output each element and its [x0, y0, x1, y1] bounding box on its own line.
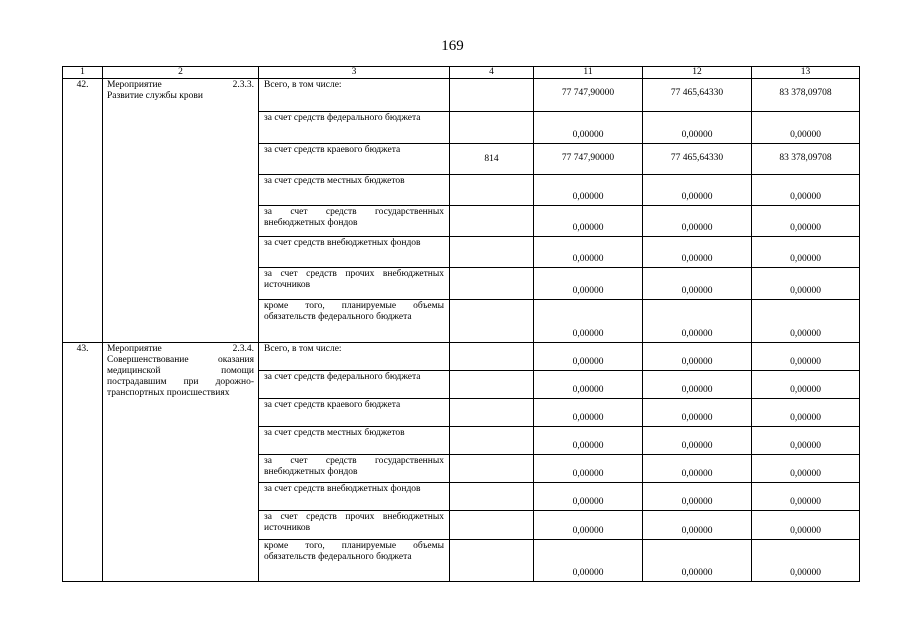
- measure-title: Совершенствование оказания медицинской помощи пострадавшим при дорожно-транспортных происшествиях: [107, 355, 254, 398]
- amount-13: 0,00000: [752, 237, 860, 268]
- measure-label: Мероприятие: [107, 80, 162, 90]
- table-row: [63, 79, 860, 112]
- amount-13: 0,00000: [752, 455, 860, 483]
- row-number: 43.: [63, 343, 103, 582]
- budget-code: [450, 268, 534, 300]
- amount-12: 0,00000: [643, 268, 752, 300]
- amount-12: 0,00000: [643, 371, 752, 399]
- budget-code: [450, 300, 534, 343]
- amount-11: 0,00000: [534, 540, 643, 582]
- measure-code: 2.3.4.: [232, 344, 254, 354]
- amount-12: 0,00000: [643, 427, 752, 455]
- amount-11: 0,00000: [534, 511, 643, 540]
- amount-13: 0,00000: [752, 268, 860, 300]
- amount-12: 0,00000: [643, 343, 752, 371]
- amount-12: 0,00000: [643, 483, 752, 511]
- column-number-row: [63, 67, 860, 79]
- amount-11: 77 747,90000: [534, 79, 643, 112]
- funding-source: за счет средств местных бюджетов: [259, 427, 450, 455]
- amount-12: 0,00000: [643, 300, 752, 343]
- amount-11: 0,00000: [534, 483, 643, 511]
- amount-11: 0,00000: [534, 427, 643, 455]
- amount-13: 83 378,09708: [752, 144, 860, 175]
- amount-12: 0,00000: [643, 112, 752, 144]
- amount-13: 0,00000: [752, 300, 860, 343]
- measure-title: Развитие службы крови: [107, 91, 203, 101]
- amount-13: 0,00000: [752, 371, 860, 399]
- budget-code: [450, 399, 534, 427]
- budget-code: [450, 343, 534, 371]
- funding-source: за счет средств прочих внебюджетных источников: [259, 511, 450, 540]
- column-header: 3: [259, 67, 450, 79]
- amount-13: 0,00000: [752, 175, 860, 206]
- amount-12: 0,00000: [643, 175, 752, 206]
- amount-11: 0,00000: [534, 455, 643, 483]
- funding-source: за счет средств федерального бюджета: [259, 112, 450, 144]
- amount-12: 77 465,64330: [643, 79, 752, 112]
- amount-13: 83 378,09708: [752, 79, 860, 112]
- column-header: 12: [643, 67, 752, 79]
- amount-12: 0,00000: [643, 455, 752, 483]
- funding-source: за счет средств внебюджетных фондов: [259, 483, 450, 511]
- amount-13: 0,00000: [752, 206, 860, 237]
- amount-12: 0,00000: [643, 206, 752, 237]
- amount-11: 77 747,90000: [534, 144, 643, 175]
- table-body: [63, 79, 860, 582]
- budget-code: [450, 175, 534, 206]
- measure-name: [103, 79, 259, 343]
- budget-code: [450, 511, 534, 540]
- measure-code: 2.3.3.: [232, 80, 254, 90]
- funding-source: за счет средств государственных внебюджетных фондов: [259, 206, 450, 237]
- amount-13: 0,00000: [752, 540, 860, 582]
- funding-source: кроме того, планируемые объемы обязательств федерального бюджета: [259, 300, 450, 343]
- funding-source: кроме того, планируемые объемы обязательств федерального бюджета: [259, 540, 450, 582]
- amount-13: 0,00000: [752, 427, 860, 455]
- funding-source: за счет средств внебюджетных фондов: [259, 237, 450, 268]
- budget-code: [450, 206, 534, 237]
- funding-source: за счет средств местных бюджетов: [259, 175, 450, 206]
- amount-13: 0,00000: [752, 112, 860, 144]
- amount-12: 0,00000: [643, 511, 752, 540]
- amount-12: 0,00000: [643, 399, 752, 427]
- amount-13: 0,00000: [752, 511, 860, 540]
- budget-code: [450, 455, 534, 483]
- measure-label: Мероприятие: [107, 344, 162, 354]
- amount-11: 0,00000: [534, 300, 643, 343]
- amount-12: 0,00000: [643, 237, 752, 268]
- amount-11: 0,00000: [534, 399, 643, 427]
- budget-table: [62, 66, 860, 582]
- budget-code: 814: [450, 144, 534, 175]
- amount-12: 77 465,64330: [643, 144, 752, 175]
- page-number: 169: [441, 38, 464, 54]
- measure-name: [103, 343, 259, 582]
- amount-11: 0,00000: [534, 268, 643, 300]
- budget-code: [450, 483, 534, 511]
- row-number: 42.: [63, 79, 103, 343]
- amount-11: 0,00000: [534, 175, 643, 206]
- amount-13: 0,00000: [752, 343, 860, 371]
- funding-source: за счет средств государственных внебюджетных фондов: [259, 455, 450, 483]
- budget-code: [450, 540, 534, 582]
- column-header: 13: [752, 67, 860, 79]
- amount-11: 0,00000: [534, 343, 643, 371]
- column-header: 4: [450, 67, 534, 79]
- budget-code: [450, 371, 534, 399]
- column-header: 1: [63, 67, 103, 79]
- budget-code: [450, 427, 534, 455]
- column-header: 11: [534, 67, 643, 79]
- funding-source: за счет средств прочих внебюджетных источников: [259, 268, 450, 300]
- amount-11: 0,00000: [534, 112, 643, 144]
- budget-code: [450, 237, 534, 268]
- funding-source: Всего, в том числе:: [259, 343, 450, 371]
- amount-13: 0,00000: [752, 399, 860, 427]
- table-row: [63, 343, 860, 371]
- budget-code: [450, 112, 534, 144]
- budget-code: [450, 79, 534, 112]
- funding-source: Всего, в том числе:: [259, 79, 450, 112]
- amount-13: 0,00000: [752, 483, 860, 511]
- amount-11: 0,00000: [534, 371, 643, 399]
- amount-11: 0,00000: [534, 206, 643, 237]
- funding-source: за счет средств федерального бюджета: [259, 371, 450, 399]
- amount-11: 0,00000: [534, 237, 643, 268]
- amount-12: 0,00000: [643, 540, 752, 582]
- funding-source: за счет средств краевого бюджета: [259, 144, 450, 175]
- column-header: 2: [103, 67, 259, 79]
- funding-source: за счет средств краевого бюджета: [259, 399, 450, 427]
